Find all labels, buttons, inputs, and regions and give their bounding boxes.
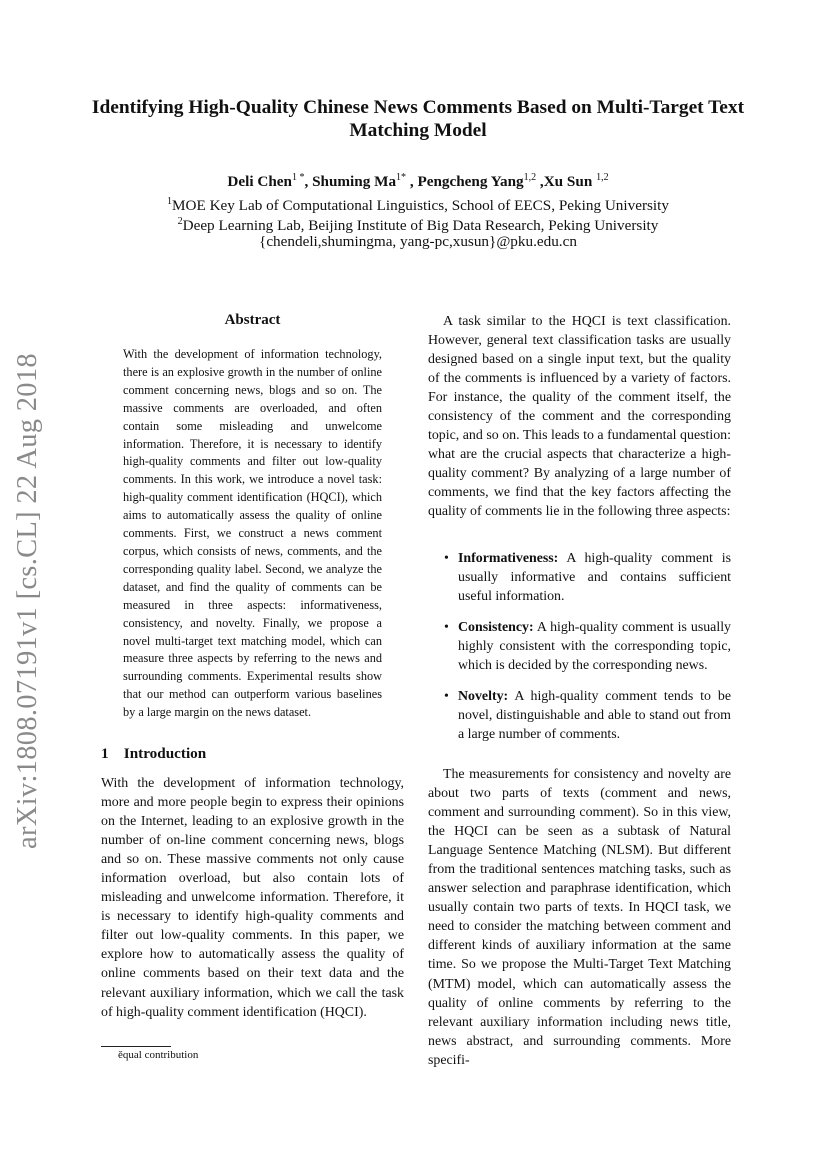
affiliation-superscript: 2 — [177, 216, 183, 227]
aspect-text: A high-quality comment is usually highly consistent with the corresponding topic, which is decided by the corresponding news. — [458, 620, 731, 674]
abstract-text: With the development of information technology, there is an explosive growth in the number of online comment concerning news, blogs and so on. The massive comments are overloaded, and often contain some misleading and unwelcome information. Therefore, it is necessary to identify high-quality comments and filter out low-quality comments. In this work, we introduce a novel task: high-quality comment identification (HQCI), which aims to automatically assess the quality of online comments. First, we construct a news comment corpus, which consists of news, comments, and the corresponding quality label. Second, we analyze the dataset, and find the quality of comments can be measured in three aspects: informativeness, consistency, and novelty. Finally, we propose a novel multi-target text matching model, which can measure three aspects by referring to the news and surrounding comments. Experimental results show that our method can outperform various baselines by a large margin on the news dataset. — [123, 347, 382, 720]
affiliation-superscript: 1 — [167, 196, 173, 207]
author-superscript: 1,2 — [523, 172, 537, 183]
aspect-term: Novelty: — [458, 689, 509, 705]
aspect-item: • Novelty: A high-quality comment tends to be novel, distinguishable and able to stand out from a large number of comments. — [444, 689, 731, 743]
aspect-list — [428, 549, 731, 756]
intro-paragraph: With the development of information technology, more and more people begin to express their opinions on the Internet, leading to an explosive growth in the number of on-line comment concerning news, blogs and so on. These massive comments not only cause information overload, but also contain lots of misleading and unwelcome information. Therefore, it is necessary to identify high-quality comments and filter out low-quality comments. In this paper, we explore how to automatically assess the quality of online comments based on their text data and the relevant auxiliary information, which we call the task of high-quality comment identification (HQCI). — [101, 776, 404, 1020]
section-heading — [101, 745, 206, 763]
affiliation-text: Deep Learning Lab, Beijing Institute of Big Data Research, Peking University — [182, 217, 659, 235]
author-list: Deli Chen$^{1 *}$, Shuming $Ma^{1*}$ , Pengcheng Yang$^{1,2}$ ,Xu Sun $^{1,2}$ — [227, 172, 609, 191]
abstract-heading: Abstract — [224, 312, 281, 328]
aspect-text: A high-quality comment is usually informative and contains sufficient useful information. — [458, 551, 731, 605]
paper-title: Identifying High-Quality Chinese News Comments Based on Multi-Target Text Matching Model — [91, 97, 745, 141]
aspect-text: A high-quality comment tends to be novel, distinguishable and able to stand out from a large number of comments. — [458, 689, 731, 743]
aspect-term: Consistency: — [458, 620, 534, 636]
aspect-item: • Informativeness: A high-quality comment is usually informative and contains sufficient useful information. — [444, 551, 731, 605]
footnote-rule — [101, 1046, 171, 1047]
arxiv-identifier: arXiv:1808.07191v1 [cs.CL] 22 Aug 2018 — [12, 353, 43, 849]
author-name: Deli Chen — [227, 173, 292, 191]
footnote: ěqual contribution — [118, 1049, 199, 1061]
author-superscript: 1,2 — [596, 172, 609, 183]
author-name: Shuming Ma — [312, 173, 397, 191]
section-title: Introduction — [123, 745, 207, 762]
affiliation-text: MOE Key Lab of Computational Linguistics, School of EECS, Peking University — [172, 197, 669, 215]
author-name: Pengcheng Yang — [417, 173, 524, 191]
author-emails: {chendeli,shumingma, yang-pc,xusun}@pku.edu.cn — [259, 233, 577, 250]
aspect-term: Informativeness: — [458, 551, 559, 566]
section-number: 1 — [101, 745, 109, 762]
author-superscript: 1* — [396, 172, 407, 183]
author-name: Xu Sun — [543, 173, 593, 191]
intro-paragraph: A task similar to the HQCI is text classification. However, general text classification tasks are usually designed based on a single input text, but the quality of the comments is influenced by a variety of factors. For instance, the quality of the comment itself, the consistency of the comment and the corresponding topic, and so on. This leads to a fundamental question: what are the crucial aspects that characterize a high-quality comment? By analyzing of a large number of comments, we find that the key factors affecting the quality of comments lie in the following three aspects: — [428, 314, 731, 520]
intro-paragraph: The measurements for consistency and novelty are about two parts of texts (comment and news, comment and surrounding comment). So in this view, the HQCI can be seen as a subtask of Natural Language Sentence Matching (NLSM). But different from the traditional sentences matching tasks, such as answer selection and paraphrase identification, which usually contain two parts of texts. In HQCI task, we need to consider the matching between comment and different kinds of auxiliary information at the same time. So we propose the Multi-Target Text Matching (MTM) model, which can automatically assess the quality of online comments by referring to the relevant auxiliary information including news title, news abstract, and surrounding comments. More specifi- — [428, 767, 731, 1068]
author-superscript: 1 * — [291, 172, 305, 183]
aspect-item: • Consistency: A high-quality comment is usually highly consistent with the corresponding topic, which is decided by the corresponding news. — [444, 620, 731, 674]
